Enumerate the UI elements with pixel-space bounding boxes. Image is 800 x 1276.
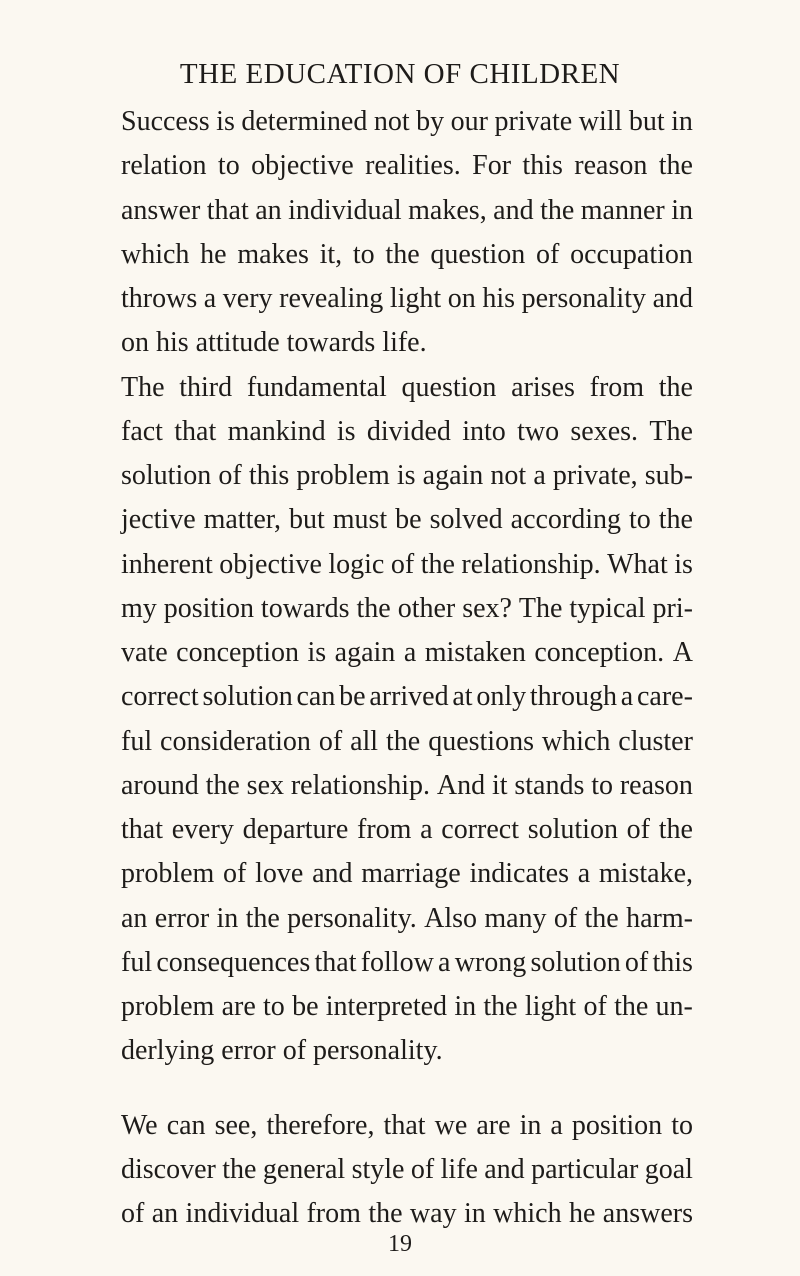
- word: again: [334, 637, 396, 668]
- word: but: [628, 106, 665, 137]
- word: very: [222, 283, 273, 314]
- word: the: [483, 991, 518, 1022]
- word: a: [620, 681, 634, 713]
- word: the: [386, 725, 421, 757]
- word: What: [607, 548, 668, 580]
- word: and: [312, 858, 353, 890]
- word: pri-: [652, 592, 693, 624]
- word: The: [121, 371, 165, 403]
- text-line: [121, 1148, 693, 1192]
- text-line: [121, 144, 693, 188]
- word: arises: [511, 371, 575, 403]
- word: the: [658, 814, 693, 845]
- word: which: [541, 725, 611, 757]
- page-number: 19: [388, 1231, 412, 1257]
- word: general: [262, 1153, 346, 1185]
- word: the: [614, 991, 649, 1022]
- word: is: [674, 548, 693, 580]
- word: problem: [121, 858, 215, 890]
- word: are: [221, 991, 256, 1022]
- word: an: [151, 1198, 179, 1229]
- word: into: [462, 415, 506, 447]
- word: must: [332, 504, 388, 536]
- word: a: [550, 1109, 563, 1141]
- word: only: [476, 681, 527, 713]
- word: not: [490, 460, 527, 491]
- word: correct: [121, 681, 199, 713]
- word: can: [166, 1109, 206, 1141]
- word: fact: [121, 415, 163, 447]
- text-line: [121, 941, 693, 985]
- word: my: [121, 592, 157, 624]
- word: in: [519, 1109, 542, 1141]
- word: of: [223, 858, 247, 890]
- text-line: [121, 410, 693, 454]
- word: of: [536, 238, 560, 270]
- word: questions: [428, 725, 534, 757]
- word: in: [463, 1198, 486, 1229]
- word: position: [163, 592, 254, 624]
- word: conception.: [534, 637, 665, 668]
- word: way: [409, 1198, 457, 1229]
- word: the: [658, 504, 693, 536]
- word: a: [438, 946, 451, 978]
- word: the: [222, 1153, 257, 1185]
- word: sexes.: [570, 415, 639, 447]
- word: ful: [121, 725, 153, 757]
- word: which: [121, 238, 190, 270]
- running-head: THE EDUCATION OF CHILDREN: [179, 58, 621, 90]
- word: objective: [219, 548, 322, 580]
- word: answers: [602, 1198, 693, 1229]
- word: correct: [441, 814, 520, 845]
- word: relation: [121, 150, 207, 182]
- word: realities.: [365, 150, 461, 182]
- word: sex?: [462, 592, 512, 624]
- body-text: [121, 100, 693, 1236]
- word: he: [568, 1198, 596, 1229]
- text-line: [121, 454, 693, 498]
- word: this: [248, 460, 290, 491]
- word: the: [205, 769, 240, 801]
- word: particular: [531, 1153, 639, 1185]
- word: from: [306, 1198, 361, 1229]
- word: mistake,: [598, 858, 693, 890]
- word: solution: [527, 814, 618, 845]
- word: manner: [580, 194, 665, 226]
- word: interpreted: [325, 991, 448, 1022]
- word: of: [410, 1153, 435, 1185]
- word: that: [174, 415, 217, 447]
- word: light: [389, 283, 442, 314]
- word: the: [658, 150, 693, 182]
- word: personality.: [287, 902, 417, 934]
- word: around: [121, 769, 199, 801]
- word: individual: [288, 194, 402, 226]
- text-line: derlying error of personality.: [121, 1035, 443, 1067]
- word: again: [422, 460, 484, 491]
- word: matter,: [203, 504, 281, 536]
- word: arrived: [369, 681, 449, 713]
- text-line: [121, 631, 693, 675]
- word: solved: [429, 504, 503, 536]
- word: And: [436, 769, 486, 801]
- word: in: [671, 194, 693, 226]
- text-line: [121, 764, 693, 808]
- word: to: [217, 150, 240, 182]
- word: light: [524, 991, 577, 1022]
- word: mankind: [227, 415, 326, 447]
- word: jective: [121, 504, 196, 536]
- word: can: [296, 681, 336, 713]
- word: relationship.: [290, 769, 431, 801]
- word: and: [652, 283, 693, 314]
- word: to: [352, 238, 375, 270]
- word: cluster: [618, 725, 693, 757]
- text-line: [121, 808, 693, 852]
- text-line: [121, 720, 693, 764]
- word: is: [307, 637, 327, 668]
- word: discover: [121, 1153, 216, 1185]
- word: that: [383, 1109, 426, 1141]
- word: goal: [644, 1153, 693, 1185]
- word: a: [403, 637, 417, 668]
- word: wrong: [454, 946, 527, 978]
- word: revealing: [279, 283, 384, 314]
- text-line: [121, 366, 693, 410]
- word: this: [522, 150, 563, 182]
- word: be: [395, 504, 422, 536]
- word: an: [255, 194, 282, 226]
- word: marriage: [361, 858, 461, 890]
- word: two: [517, 415, 560, 447]
- word: of: [626, 814, 650, 845]
- text-line: on his attitude towards life.: [121, 327, 427, 359]
- word: departure: [242, 814, 349, 845]
- paragraph: [121, 366, 693, 1074]
- word: makes,: [408, 194, 487, 226]
- word: our: [450, 106, 488, 137]
- word: The: [518, 592, 563, 624]
- word: The: [649, 415, 693, 447]
- word: reason: [619, 769, 693, 801]
- word: that: [206, 194, 249, 226]
- word: solution: [202, 681, 293, 713]
- word: many: [484, 902, 547, 934]
- word: third: [179, 371, 233, 403]
- text-line: [121, 897, 693, 941]
- word: logic: [328, 548, 385, 580]
- word: be: [339, 681, 366, 713]
- word: consequences: [156, 946, 311, 978]
- word: a: [533, 460, 546, 491]
- word: at: [452, 681, 473, 713]
- word: the: [540, 194, 575, 226]
- word: question: [401, 371, 497, 403]
- word: but: [288, 504, 325, 536]
- word: of: [553, 902, 578, 934]
- word: the: [356, 592, 391, 624]
- word: will: [578, 106, 623, 137]
- word: private: [494, 106, 573, 137]
- word: relationship.: [461, 548, 601, 580]
- word: of: [218, 460, 242, 491]
- word: solution: [121, 460, 212, 491]
- word: ful: [121, 946, 153, 978]
- word: indicates: [469, 858, 569, 890]
- word: typical: [569, 592, 646, 624]
- word: Success: [121, 106, 210, 137]
- word: are: [476, 1109, 511, 1141]
- word: to: [591, 769, 613, 801]
- word: to: [671, 1109, 693, 1141]
- word: sub-: [644, 460, 693, 491]
- word: style: [351, 1153, 405, 1185]
- word: individual: [185, 1198, 300, 1229]
- word: error: [154, 902, 210, 934]
- word: according: [510, 504, 622, 536]
- word: is: [216, 106, 235, 137]
- word: in: [216, 902, 239, 934]
- word: is: [396, 460, 416, 491]
- word: answer: [121, 194, 201, 226]
- word: position: [571, 1109, 663, 1141]
- word: all: [350, 725, 379, 757]
- word: other: [397, 592, 456, 624]
- text-line: [121, 277, 693, 321]
- word: the: [385, 238, 420, 270]
- word: solution: [530, 946, 621, 978]
- word: vate: [121, 637, 168, 668]
- word: For: [472, 150, 512, 182]
- word: of: [624, 946, 649, 978]
- text-line: [121, 1104, 693, 1148]
- word: a: [420, 814, 433, 845]
- word: towards: [260, 592, 350, 624]
- word: of: [583, 991, 607, 1022]
- word: makes: [237, 238, 309, 270]
- word: it: [491, 769, 508, 801]
- text-line: [121, 498, 693, 542]
- word: and: [493, 194, 534, 226]
- word: in: [671, 106, 693, 137]
- word: that: [121, 814, 163, 845]
- word: is: [336, 415, 356, 447]
- text-line: [121, 675, 693, 719]
- word: to: [263, 991, 285, 1022]
- word: of: [318, 725, 343, 757]
- word: problem: [121, 991, 215, 1022]
- word: a: [203, 283, 217, 314]
- word: and: [484, 1153, 525, 1185]
- word: a: [577, 858, 591, 890]
- word: which: [493, 1198, 562, 1229]
- text-line: [121, 189, 693, 233]
- word: by: [416, 106, 445, 137]
- word: problem: [296, 460, 390, 491]
- word: objective: [251, 150, 354, 182]
- word: love: [255, 858, 304, 890]
- word: an: [121, 902, 148, 934]
- paragraph: [121, 100, 693, 366]
- word: be: [292, 991, 319, 1022]
- word: it,: [319, 238, 343, 270]
- word: of: [121, 1198, 145, 1229]
- word: from: [589, 371, 645, 403]
- word: the: [368, 1198, 403, 1229]
- word: We: [121, 1109, 158, 1141]
- word: see,: [214, 1109, 258, 1141]
- word: that: [314, 946, 357, 978]
- word: the: [584, 902, 619, 934]
- word: determined: [241, 106, 368, 137]
- word: of: [390, 548, 415, 580]
- word: the: [245, 902, 280, 934]
- word: on: [447, 283, 476, 314]
- word: harm-: [626, 902, 693, 934]
- word: every: [171, 814, 234, 845]
- paragraph-gap: [121, 1074, 693, 1104]
- text-line: [121, 852, 693, 896]
- word: this: [652, 946, 693, 978]
- word: his: [482, 283, 516, 314]
- word: the: [420, 548, 455, 580]
- word: inherent: [121, 548, 213, 580]
- text-line: [121, 985, 693, 1029]
- word: care-: [636, 681, 693, 713]
- word: occupation: [570, 238, 693, 270]
- word: in: [454, 991, 477, 1022]
- text-line: [121, 543, 693, 587]
- text-line: [121, 100, 693, 144]
- word: personality: [521, 283, 646, 314]
- word: question: [430, 238, 526, 270]
- word: mistaken: [424, 637, 526, 668]
- word: we: [434, 1109, 468, 1141]
- word: stands: [514, 769, 585, 801]
- word: A: [672, 637, 693, 668]
- word: un-: [655, 991, 693, 1022]
- word: private,: [552, 460, 638, 491]
- word: follow: [360, 946, 434, 978]
- word: therefore,: [266, 1109, 375, 1141]
- word: the: [658, 371, 693, 403]
- word: conception: [176, 637, 299, 668]
- word: consideration: [160, 725, 311, 757]
- word: from: [357, 814, 412, 845]
- word: divided: [366, 415, 451, 447]
- word: reason: [574, 150, 648, 182]
- word: not: [373, 106, 410, 137]
- text-line: [121, 587, 693, 631]
- word: through: [529, 681, 618, 713]
- paragraph: [121, 1104, 693, 1237]
- text-line: [121, 233, 693, 277]
- word: to: [629, 504, 651, 536]
- word: he: [200, 238, 227, 270]
- word: Also: [424, 902, 477, 934]
- word: sex: [246, 769, 284, 801]
- word: throws: [121, 283, 198, 314]
- word: life: [440, 1153, 478, 1185]
- word: fundamental: [246, 371, 387, 403]
